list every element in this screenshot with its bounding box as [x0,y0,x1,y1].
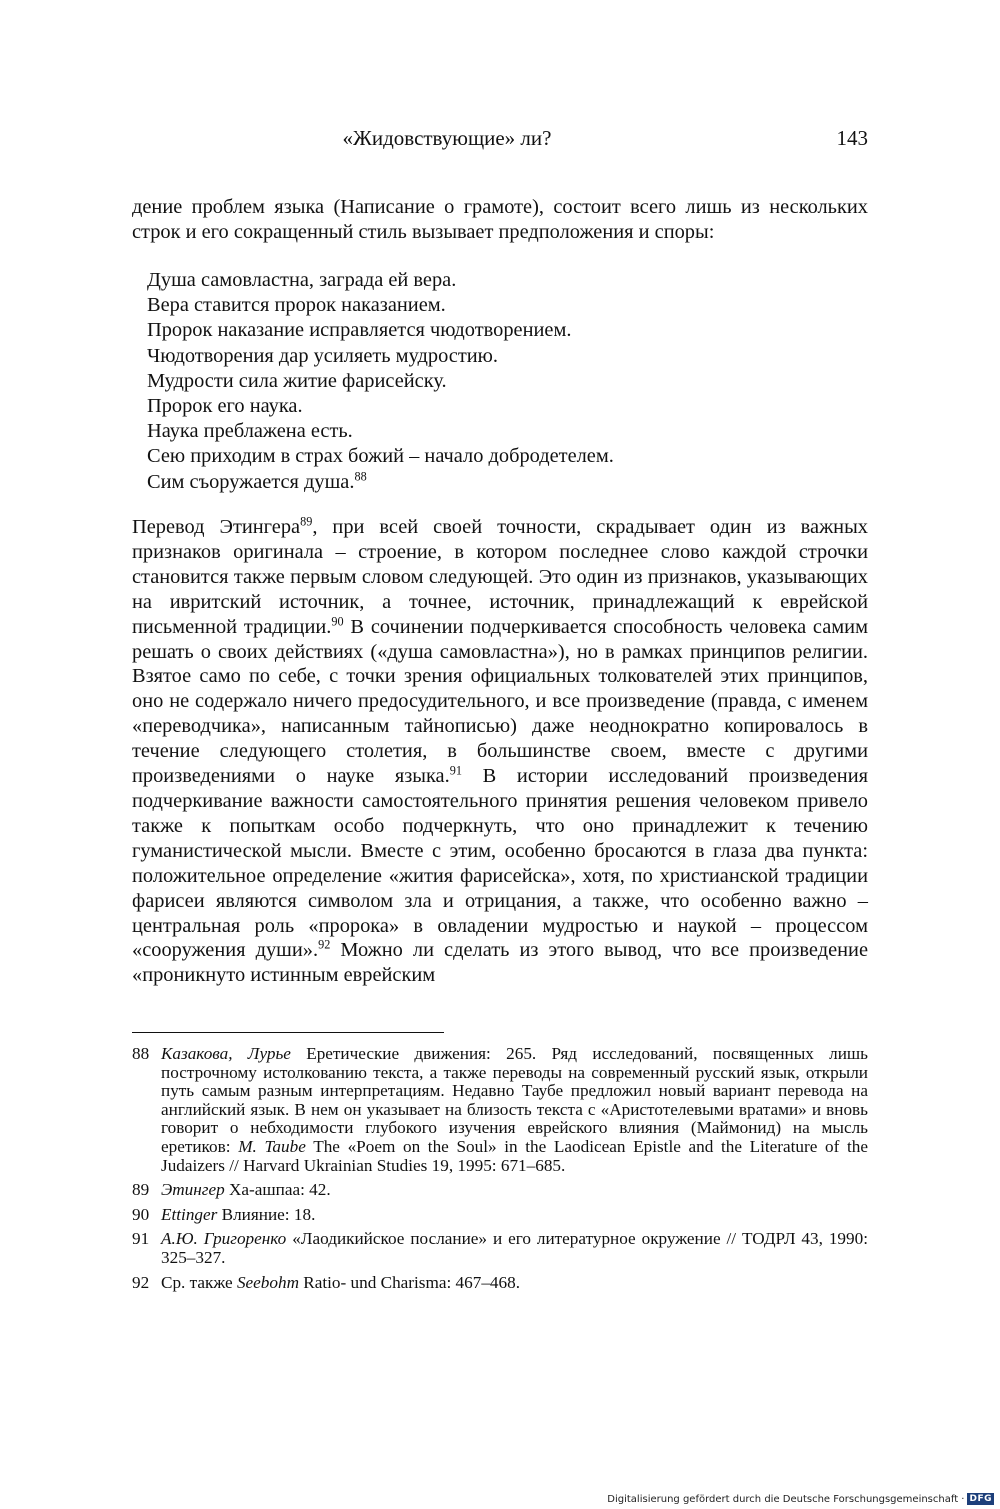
intro-paragraph [132,195,868,245]
main-paragraph-text: Перевод Этингера$^{89}$, при всей своей точности, скрадывает один из важных признаков оригинала – строение, в котором последнее слово каждой строчки становится также первым словом следующей. Это один из признаков, указывающих на ивритский источник, а точнее, источник, принадлежащий к еврейской письменной традиции.$^{90}$ В сочинении подчеркивается способность человека самим решать о своих действиях («душа самовластна»), но в рамках принципов религии. Взятое само по себе, с точки зрения официальных толкователей этих принципов, оно не содержало ничего предосудительного, и все произведение (правда, с именем «переводчика», написанным тайнописью) даже неоднократно копировалось в течение следующего столетия, в большинстве своем, вместе с другими произведениями о науке языка.$^{91}$ В истории исследований произведения подчеркивание важности самостоятельного принятия решения человеком привело также к попыткам особо подчеркнуть, что оно принадлежит к течению гуманистической мысли. Вместе с этим, особенно бросаются в глаза два пункта: положительное определение «жития фарисейска», хотя, по христианской традиции фарисеи являются символом зла и отрицания, а также, что особенно важно – центральная роль «пророка» в овладении мудростью и наукой – процессом «сооружения души».$^{92}$ Можно ли сделать из этого вывод, что все произведение «проникнуто истинным еврейским [132,514,869,987]
footnote-separator [132,1032,444,1033]
poem-line: Сею приходим в страх божий – начало добродетелем. [147,445,614,468]
poem-line: Пророк наказание исправляется чюдотворением. [147,319,572,342]
footnote-number: 92 [132,1272,150,1292]
footnotes [132,1045,868,1298]
poem-line: Наука преблажена есть. [147,420,353,443]
footnote-author: Ettinger [161,1204,218,1224]
page-number: 143 [836,126,868,150]
intro-text: дение проблем языка (Написание о грамоте), состоит всего лишь из нескольких строк и его сокращенный стиль вызывает предположения и споры: [132,196,868,243]
running-head-title: «Жидовствующие» ли? [342,126,552,150]
footnote-author: Казакова, Лурье [161,1044,291,1063]
footnote-number: 88 [132,1044,150,1063]
main-paragraph [132,515,868,988]
footnote-author: M. Taube [238,1136,306,1156]
footnote-ref[interactable]: 88 [354,469,367,484]
footnote-ref[interactable]: 92 [318,938,331,953]
poem-line: Сим съоружается душа.$^{88}$ [147,469,367,493]
footnote-ref[interactable]: 90 [331,614,344,629]
footnote-author: Этингер [161,1180,225,1200]
poem-line: Вера ставится пророк наказанием. [147,294,446,317]
digitization-notice [607,1493,994,1505]
dfg-logo: DFG [969,1494,992,1504]
footnote-author: А.Ю. Григоренко [161,1229,287,1249]
poem-quotation [147,268,614,495]
footnote-90: 90 Ettinger Влияние: 18. [132,1204,316,1224]
poem-line: Мудрости сила житие фарисейску. [147,369,447,392]
footnote-number: 90 [132,1204,150,1224]
footnote-number: 89 [132,1180,150,1200]
footnote-author: Seebohm [236,1272,299,1292]
footnote-number: 91 [132,1229,150,1249]
footnote-92: 92 Ср. также Seebohm Ratio- und Charisma: 467–468. [132,1272,521,1292]
poem-line: Чюдотворения дар усиляеть мудростию. [147,344,498,367]
poem-line: Пророк его наука. [147,395,303,418]
poem-line: Душа самовластна, заграда ей вера. [147,269,457,291]
footnote-91: 91 А.Ю. Григоренко «Лаодикийское послание» и его литературное окружение // ТОДРЛ 43, 1990: 325–327. [132,1229,868,1267]
footnote-ref[interactable]: 91 [449,763,462,778]
footnote-89: 89 Этингер Ха-ашпаа: 42. [132,1180,331,1200]
digitization-notice-text: Digitalisierung gefördert durch die Deutsche Forschungsgemeinschaft · [607,1493,965,1505]
footnote-88: 88 Казакова, Лурье Еретические движения: 265. Ряд исследований, посвященных лишь построчному истолкованию текста, а также переводы на современный русский язык, открыли путь самым разным интерпретациям. Недавно Таубе предложил новый вариант перевода на английский язык. В нем он указывает на близость текста с «Аристотелевыми вратами» и вновь говорит о небходимости глубокого изучения еврейского влияния (Маймонид) на мысль еретиков: M. Taube The «Poem on the Soul» in the Laodicean Epistle and the Literature of the Judaizers // Harvard Ukrainian Studies 19, 1995: 671–685. [132,1044,868,1175]
footnote-ref[interactable]: 89 [300,514,313,529]
